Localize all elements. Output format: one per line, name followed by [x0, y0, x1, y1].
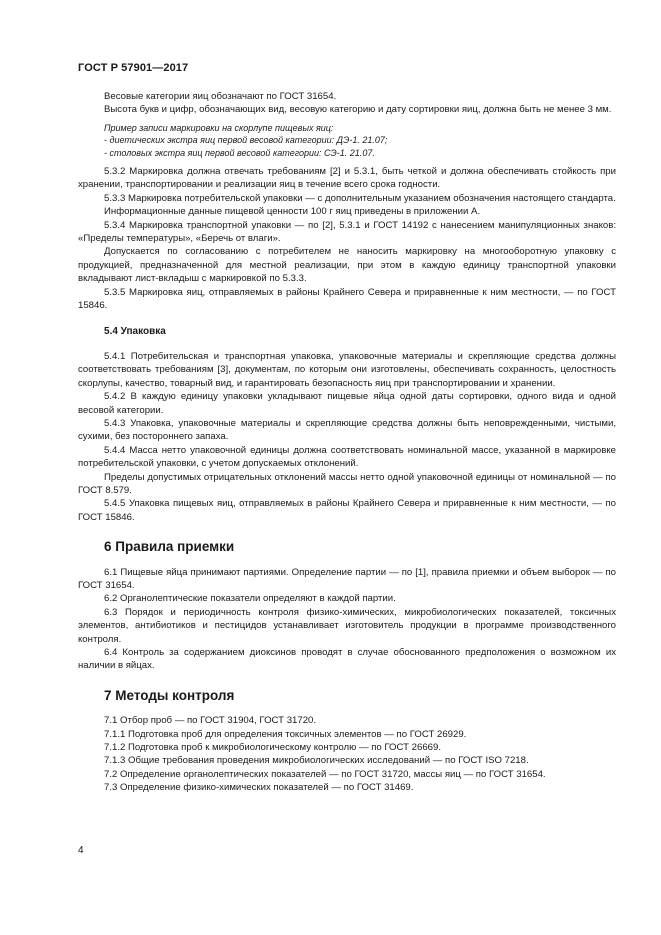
- paragraph: 5.3.2 Маркировка должна отвечать требованиям [2] и 5.3.1, быть четкой и должна обеспечивать стойкость при хранении, транспортировании и реализации яиц в течение всего срока годности.: [78, 166, 616, 191]
- paragraph: Информационные данные пищевой ценности 100 г яиц приведены в приложении А.: [104, 206, 481, 218]
- paragraph: 7.1.2 Подготовка проб к микробиологическому контролю — по ГОСТ 26669.: [104, 742, 441, 754]
- paragraph: 5.3.4 Маркировка транспортной упаковки — по [2], 5.3.1 и ГОСТ 14192 с нанесением манипуляционных знаков: «Пределы температуры», «Беречь от влаги».: [78, 219, 616, 245]
- document-header: ГОСТ Р 57901—2017: [78, 62, 189, 74]
- section-heading: 6 Правила приемки: [104, 539, 235, 555]
- paragraph: 5.4.5 Упаковка пищевых яиц, отправляемых в районы Крайнего Севера и приравненные к ним местности, — по ГОСТ 15846.: [78, 498, 616, 523]
- paragraph: 5.4.2 В каждую единицу упаковки укладывают пищевые яйца одной даты сортировки, одного вида и одной весовой категории.: [78, 391, 616, 416]
- paragraph: 6.3 Порядок и периодичность контроля физико-химических, микробиологических показателей, токсичных элементов, антибиотиков и пестицидов устанавливает изготовитель продукции в программе производственного контроля.: [78, 606, 616, 645]
- paragraph: Высота букв и цифр, обозначающих вид, весовую категорию и дату сортировки яиц, должна быть не менее 3 мм.: [104, 104, 612, 116]
- paragraph: 5.3.5 Маркировка яиц, отправляемых в районы Крайнего Севера и приравненные к ним местности, — по ГОСТ 15846.: [78, 286, 616, 312]
- paragraph: 5.4.4 Масса нетто упаковочной единицы должна соответствовать номинальной массе, указанной в маркировке потребительской упаковки, с учетом допускаемых отклонений.: [78, 444, 616, 470]
- paragraph: 7.1.1 Подготовка проб для определения токсичных элементов — по ГОСТ 26929.: [104, 728, 467, 740]
- example-intro: Пример записи маркировки на скорлупе пищевых яиц:: [104, 122, 334, 133]
- section-heading: 7 Методы контроля: [104, 687, 235, 703]
- paragraph: 5.3.3 Маркировка потребительской упаковки — с дополнительным указанием обозначения настоящего стандарта.: [104, 192, 616, 204]
- section-heading: 5.4 Упаковка: [104, 325, 166, 337]
- paragraph: 7.2 Определение органолептических показателей — по ГОСТ 31720, массы яиц — по ГОСТ 31654.: [104, 768, 546, 780]
- paragraph: 7.1.3 Общие требования проведения микробиологических исследований — по ГОСТ ISO 7218.: [104, 755, 529, 767]
- paragraph: 6.2 Органолептические показатели определяют в каждой партии.: [104, 593, 396, 605]
- example-line: - столовых экстра яиц первой весовой категории: СЭ-1. 21.07.: [104, 147, 375, 158]
- page-number: 4: [78, 845, 84, 856]
- paragraph: 5.4.1 Потребительская и транспортная упаковка, упаковочные материалы и скрепляющие средства должны соответствовать требованиям [3], документам, по которым они изготовлены, обеспечивать сохранность, целостность скорлупы, качество, товарный вид, и гарантировать безопасность яиц при транспортировании и хранении.: [78, 350, 616, 389]
- document-body: [78, 90, 616, 795]
- paragraph: 5.4.3 Упаковка, упаковочные материалы и скрепляющие средства должны быть неповрежденными, чистыми, сухими, без постороннего запаха.: [78, 417, 616, 443]
- paragraph: 6.4 Контроль за содержанием диоксинов проводят в случае обоснованного предположения о возможном их наличии в яйцах.: [78, 647, 616, 672]
- paragraph: Допускается по согласованию с потребителем не наносить маркировку на многооборотную упаковку с продукцией, предназначенной для местной реализации, при этом в каждую единицу транспортной упаковки вкладывают лист-вкладыш с маркировкой по 5.3.3.: [78, 246, 616, 285]
- paragraph: 7.3 Определение физико-химических показателей — по ГОСТ 31469.: [104, 782, 414, 794]
- paragraph: Пределы допустимых отрицательных отклонений массы нетто одной упаковочной единицы от номинальной — по ГОСТ 8.579.: [78, 471, 616, 496]
- paragraph: 6.1 Пищевые яйца принимают партиями. Определение партии — по [1], правила приемки и объем выборок — по ГОСТ 31654.: [78, 566, 616, 591]
- paragraph: 7.1 Отбор проб — по ГОСТ 31904, ГОСТ 31720.: [104, 715, 317, 727]
- paragraph: Весовые категории яиц обозначают по ГОСТ 31654.: [104, 91, 337, 102]
- example-line: - диетических экстра яиц первой весовой категории: ДЭ-1. 21.07;: [104, 135, 388, 146]
